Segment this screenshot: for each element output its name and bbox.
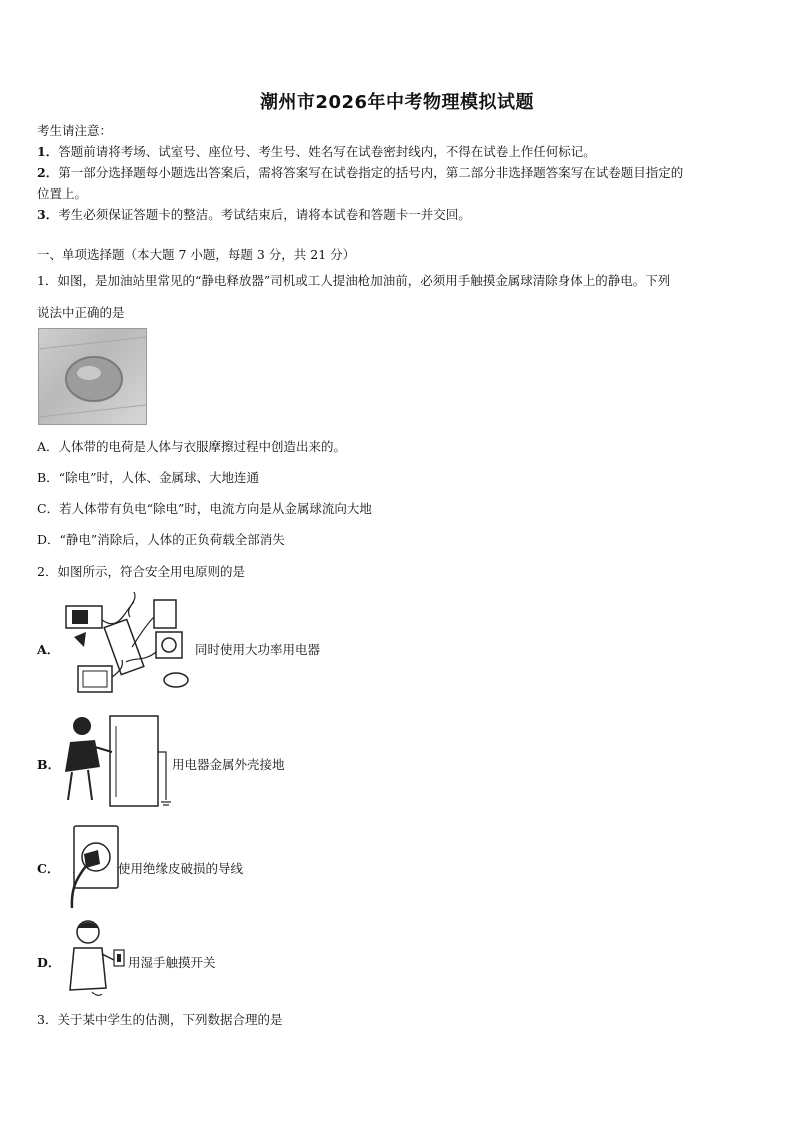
- question-2-stem: 2．如图所示，符合安全用电原则的是: [37, 564, 245, 579]
- notice-text: 考生必须保证答题卡的整洁。考试结束后，请将本试卷和答题卡一并交回。: [58, 207, 471, 222]
- damaged-wire-plug-illustration: [66, 824, 121, 910]
- q2-option-a-caption: 同时使用大功率用电器: [195, 642, 321, 657]
- static-discharger-photo: [38, 328, 147, 425]
- notice-text: 第一部分选择题每小题选出答案后，需将答案写在试卷指定的括号内，第二部分非选择题答案写在试卷题目指定的: [58, 165, 684, 180]
- notice-text: 答题前请将考场、试室号、座位号、考生号、姓名写在试卷密封线内，不得在试卷上作任何标记。: [58, 144, 596, 159]
- q1-option-b: B．“除电”时，人体、金属球、大地连通: [37, 470, 259, 485]
- notice-num: 1．: [37, 144, 59, 159]
- question-1-stem-cont: 说法中正确的是: [37, 305, 125, 320]
- overloaded-socket-illustration: [64, 592, 194, 702]
- q2-option-d-label: D．: [37, 955, 61, 970]
- q1-option-c: C．若人体带有负电“除电”时，电流方向是从金属球流向大地: [37, 501, 372, 516]
- grounded-appliance-illustration: [60, 712, 175, 812]
- metal-ball-image: [39, 329, 146, 424]
- notice-heading: 考生请注意：: [37, 123, 113, 138]
- notice-item-2-cont: 位置上。: [37, 186, 88, 201]
- q1-option-a: A．人体带的电荷是人体与衣服摩擦过程中创造出来的。: [37, 439, 347, 454]
- notice-item-1: [37, 141, 596, 162]
- q2-option-b-label: B．: [37, 757, 61, 772]
- q2-option-a-label: A．: [37, 642, 60, 657]
- q2-option-c-caption: 使用绝缘皮破损的导线: [118, 861, 244, 876]
- question-1-stem: 1．如图，是加油站里常见的“静电释放器”司机或工人提油枪加油前，必须用手触摸金属球清除身体上的静电。下列: [37, 273, 671, 288]
- notice-num: 3．: [37, 207, 59, 222]
- section-heading: 一、单项选择题（本大题 7 小题，每题 3 分，共 21 分）: [37, 247, 356, 262]
- wet-hand-switch-illustration: [62, 918, 127, 1000]
- notice-item-2: [37, 162, 683, 183]
- page-title: 潮州市2026年中考物理模拟试题: [259, 92, 535, 113]
- q2-option-c-label: C．: [37, 861, 60, 876]
- q2-option-d-caption: 用湿手触摸开关: [128, 955, 216, 970]
- question-3-stem: 3．关于某中学生的估测，下列数据合理的是: [37, 1012, 283, 1027]
- q1-option-d: D．“静电”消除后，人体的正负荷载全部消失: [37, 532, 285, 547]
- notice-num: 2．: [37, 165, 59, 180]
- q2-option-b-caption: 用电器金属外壳接地: [172, 757, 285, 772]
- notice-item-3: [37, 204, 471, 225]
